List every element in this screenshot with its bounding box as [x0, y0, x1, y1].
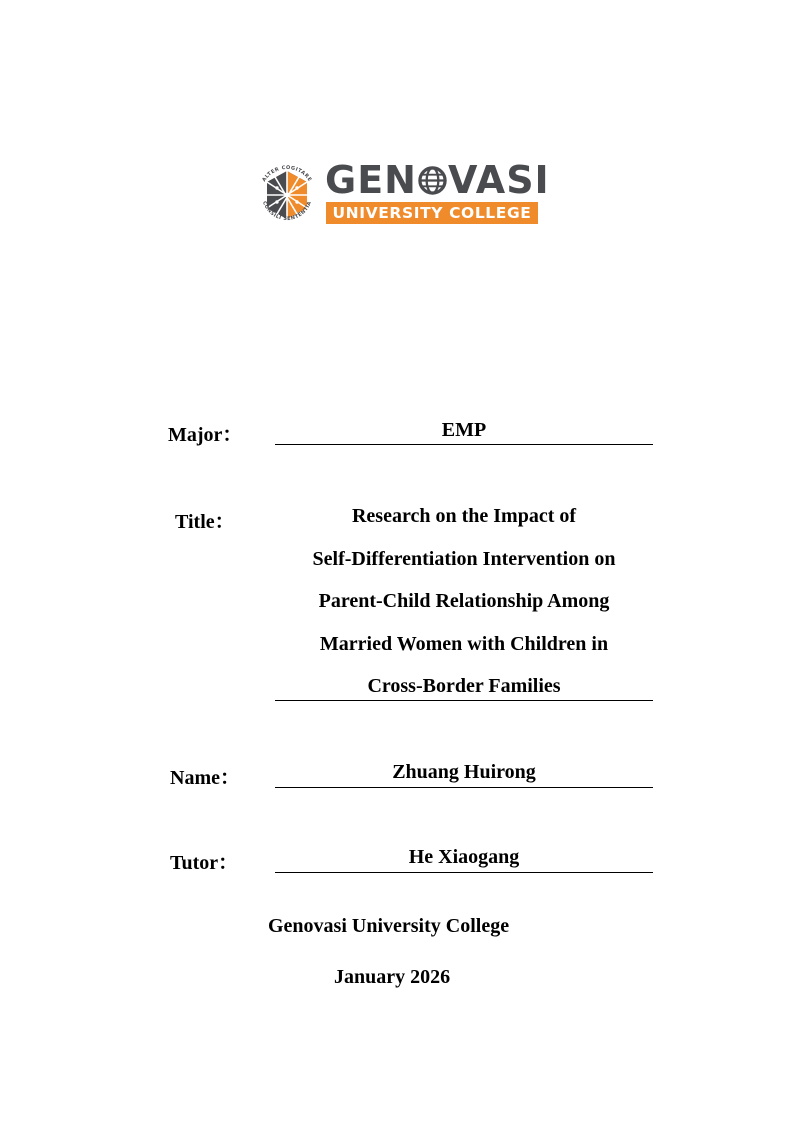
title-line-4: Married Women with Children in [319, 632, 609, 655]
title-line-1: Research on the Impact of [351, 505, 577, 527]
university-emblem-icon [253, 162, 321, 228]
logo-wordmark [325, 160, 550, 200]
title-value [275, 500, 653, 701]
major-label: Major： [168, 424, 243, 446]
emblem-motto-top: ALTER COGITARE [261, 164, 313, 183]
university-logo [253, 158, 550, 230]
major-value: EMP [275, 418, 653, 445]
title-line-5: Cross-Border Families [367, 675, 561, 697]
logo-subtitle-band: UNIVERSITY COLLEGE [326, 202, 538, 224]
logo-name-part2: VASI [447, 158, 550, 202]
title-label: Title： [175, 511, 235, 533]
emblem-motto-bottom: CONSILI SENTENTIA [260, 200, 314, 223]
title-line-3: Parent-Child Relationship Among [318, 590, 610, 612]
institution-name: Genovasi University College [268, 915, 510, 937]
tutor-label: Tutor： [170, 852, 239, 874]
title-line-2: Self-Differentiation Intervention on [312, 547, 616, 570]
logo-name-part1: GEN [325, 158, 417, 202]
name-label: Name： [170, 767, 240, 789]
tutor-value: He Xiaogang [275, 845, 653, 873]
name-value: Zhuang Huirong [275, 760, 653, 788]
globe-icon [418, 166, 447, 195]
submission-date: January 2026 [334, 966, 451, 988]
